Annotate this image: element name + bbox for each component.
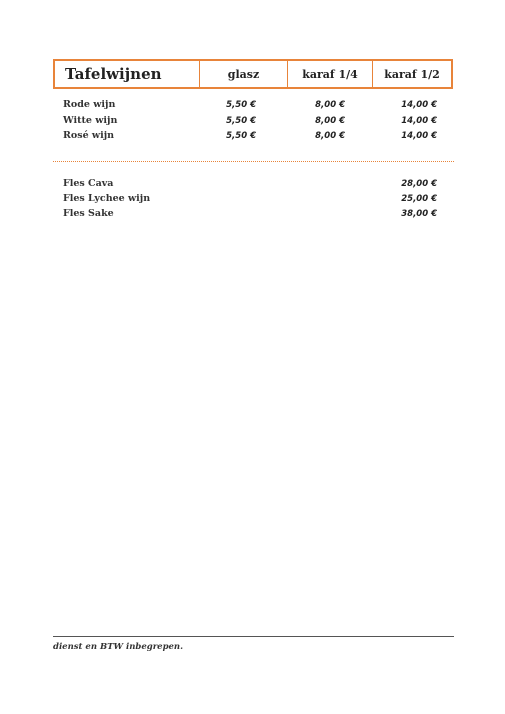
quarter-carafe-price: 8,00 € xyxy=(315,116,345,126)
bottle-row xyxy=(63,177,443,191)
column-header-half-carafe: karaf 1/2 xyxy=(384,67,440,81)
wine-name: Rosé wijn xyxy=(63,130,115,141)
bottle-row xyxy=(63,207,443,221)
glass-price: 5,50 € xyxy=(226,131,256,141)
quarter-carafe-price: 8,00 € xyxy=(315,100,345,110)
column-header-quarter-carafe: karaf 1/4 xyxy=(288,61,373,87)
menu-header xyxy=(53,59,453,89)
wine-row xyxy=(63,114,443,128)
glass-price: 5,50 € xyxy=(226,100,256,110)
quarter-carafe-price: 8,00 € xyxy=(315,131,345,141)
half-carafe-price: 14,00 € xyxy=(401,131,437,141)
bottle-price: 25,00 € xyxy=(401,194,437,204)
column-header-glass: glasz xyxy=(200,61,288,87)
half-carafe-price: 14,00 € xyxy=(401,100,437,110)
bottle-name: Fles Lychee wijn xyxy=(63,193,151,204)
footer-note: dienst en BTW inbegrepen. xyxy=(53,642,184,652)
footer-divider xyxy=(53,636,454,637)
bottle-row xyxy=(63,192,443,206)
wine-row xyxy=(63,129,443,143)
bottle-name: Fles Cava xyxy=(63,178,114,189)
wine-name: Rode wijn xyxy=(63,99,116,110)
section-divider xyxy=(53,161,454,162)
bottle-price: 38,00 € xyxy=(401,209,437,219)
glass-price: 5,50 € xyxy=(226,116,256,126)
wine-row xyxy=(63,98,443,112)
wine-name: Witte wijn xyxy=(63,115,118,126)
bottle-name: Fles Sake xyxy=(63,208,114,219)
half-carafe-price: 14,00 € xyxy=(401,116,437,126)
bottle-price: 28,00 € xyxy=(401,179,437,189)
section-title: Tafelwijnen xyxy=(55,61,200,87)
